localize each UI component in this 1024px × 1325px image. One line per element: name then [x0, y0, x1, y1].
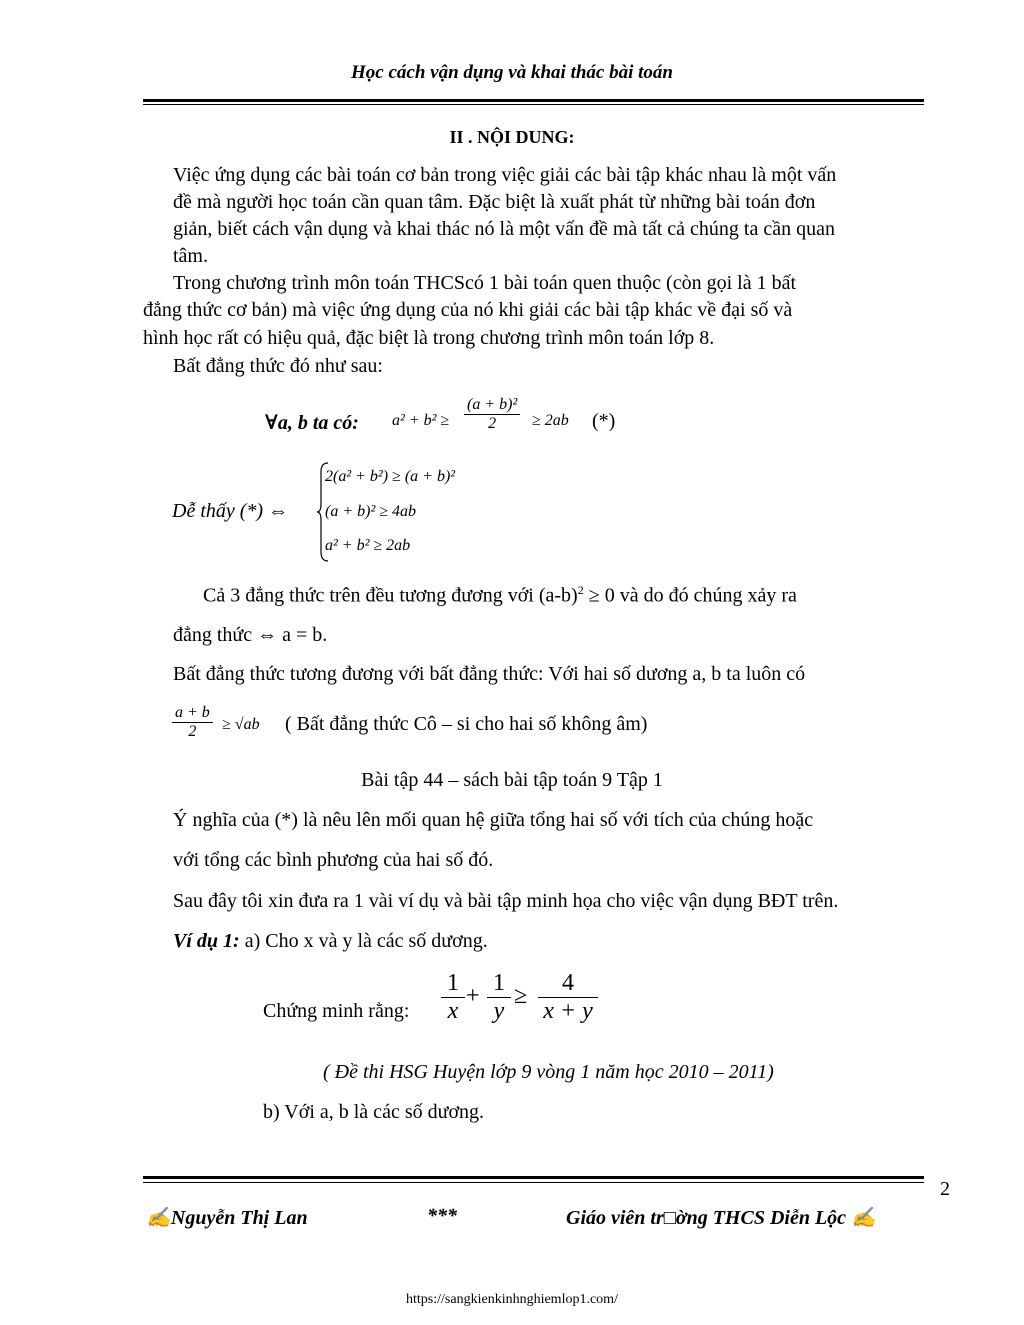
cosi-description: ( Bất đẳng thức Cô – si cho hai số không âm): [285, 713, 648, 735]
fraction-1-numerator: 1: [441, 970, 465, 998]
paragraph-2-line-1: Trong chương trình môn toán THCScó 1 bài toán quen thuộc (còn gọi là 1 bất: [173, 272, 797, 294]
footer-rule-thick: [143, 1176, 924, 1179]
system-line-1: 2(a² + b²) ≥ (a + b)²: [325, 468, 456, 485]
equivalence-text: Cả 3 đẳng thức trên đều tương đương với (a-b): [203, 584, 578, 607]
paragraph-2-line-2: đẳng thức cơ bản) mà việc ứng dụng của nó khi giải các bài tập khác về đại số và: [143, 299, 793, 321]
system-lead: Dễ thấy (*) ⇔: [172, 500, 289, 522]
header-rule-thick: [143, 99, 924, 102]
equality-condition: đẳng thức ⇔ a = b.: [173, 624, 328, 646]
inequality-lead: ∀a, b ta có:: [265, 412, 359, 434]
fraction-3-numerator: 4: [538, 970, 598, 998]
paragraph-1-line-3: giản, biết cách vận dụng và khai thác nó là một vấn đề mà tất cả chúng ta cần quan: [173, 218, 835, 240]
paragraph-3: Bất đẳng thức đó như sau:: [173, 355, 383, 377]
example-1-text: a) Cho x và y là các số dương.: [239, 930, 488, 952]
greater-equal-sign: ≥: [514, 983, 528, 1009]
exam-source: ( Đề thi HSG Huyện lớp 9 vòng 1 năm học 2010 – 2011): [323, 1061, 774, 1083]
header-rule-thin: [143, 104, 924, 105]
inequality-tag: (*): [592, 410, 616, 432]
inequality-fraction: [464, 396, 520, 433]
example-1-line: [173, 930, 488, 953]
system-line-3: a² + b² ≥ 2ab: [325, 537, 411, 554]
fraction-1-over-y: [487, 970, 511, 1025]
paragraph-1-line-2: đề mà người học toán cần quan tâm. Đặc biệt là xuất phát từ những bài toán đơn: [173, 191, 816, 213]
system-line-2: (a + b)² ≥ 4ab: [325, 503, 417, 520]
footer-rule-thin: [143, 1182, 924, 1183]
paragraph-1-line-4: tâm.: [173, 245, 208, 267]
fraction-1-denominator: x: [447, 998, 459, 1024]
equivalence-text-end: ≥ 0 và do đó chúng xảy ra: [583, 584, 797, 607]
meaning-line-2: với tổng các bình phương của hai số đó.: [173, 849, 494, 871]
cosi-rhs: ≥ √ab: [222, 716, 260, 733]
inequality-rhs: ≥ 2ab: [532, 412, 569, 429]
paragraph-1-line-1: Việc ứng dụng các bài toán cơ bản trong việc giải các bài tập khác nhau là một vấn: [173, 164, 837, 186]
plus-sign: +: [466, 983, 480, 1009]
paragraph-2-line-3: hình học rất có hiệu quả, đặc biệt là trong chương trình môn toán lớp 8.: [143, 327, 715, 349]
header-title: Học cách vận dụng và khai thác bài toán: [351, 62, 673, 83]
fraction-4-over-x-plus-y: [538, 970, 598, 1025]
page-number: 2: [940, 1178, 950, 1200]
footer-author: ✍Nguyễn Thị Lan: [146, 1207, 308, 1229]
inequality-lhs: a² + b² ≥: [392, 412, 450, 429]
inequality-fraction-denominator: 2: [488, 415, 497, 432]
prove-label: Chứng minh rằng:: [263, 1000, 410, 1022]
example-1-label: Ví dụ 1:: [173, 930, 240, 952]
examples-intro: Sau đây tôi xin đưa ra 1 vài ví dụ và bài tập minh họa cho việc vận dụng BĐT trên.: [173, 890, 839, 912]
footer-stars: ***: [427, 1205, 457, 1227]
equivalent-inequality-text: Bất đẳng thức tương đương với bất đẳng thức: Với hai số dương a, b ta luôn có: [173, 663, 806, 685]
fraction-2-numerator: 1: [487, 970, 511, 998]
equivalence-exponent: 2: [577, 583, 584, 597]
part-b: b) Với a, b là các số dương.: [263, 1101, 485, 1123]
footer-school: Giáo viên tr□ờng THCS Diễn Lộc ✍: [566, 1207, 876, 1229]
fraction-3-denominator: x + y: [543, 998, 593, 1024]
fraction-2-denominator: y: [493, 998, 505, 1024]
cosi-fraction-denominator: 2: [188, 723, 197, 740]
cosi-fraction: [172, 704, 213, 741]
cosi-fraction-numerator: a + b: [172, 704, 213, 723]
footer-url[interactable]: https://sangkienkinhnghiemlop1.com/: [406, 1292, 618, 1307]
inequality-fraction-numerator: (a + b)²: [464, 396, 520, 415]
fraction-1-over-x: [441, 970, 465, 1025]
meaning-line-1: Ý nghĩa của (*) là nêu lên mối quan hệ giữa tổng hai số với tích của chúng hoặc: [173, 809, 814, 831]
section-title: II . NỘI DUNG:: [449, 127, 575, 147]
exercise-reference: Bài tập 44 – sách bài tập toán 9 Tập 1: [361, 769, 663, 791]
equivalence-line: [203, 583, 797, 608]
